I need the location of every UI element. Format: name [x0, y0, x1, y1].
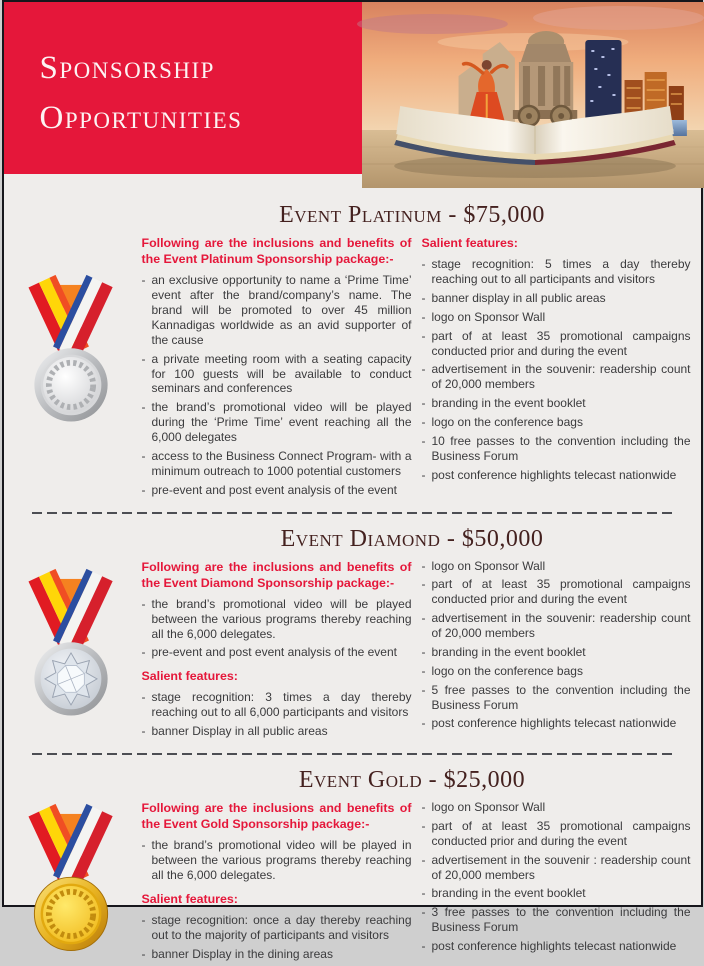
- bullet-item: - access to the Business Connect Program- with a minimum outreach to 1000 potential customers: [142, 449, 412, 479]
- inclusions-heading: Following are the inclusions and benefits of the Event Platinum Sponsorship package:-: [142, 235, 412, 267]
- bullet-item: - a private meeting room with a seating capacity for 100 guests will be available to conduct seminars and conferences: [142, 352, 412, 397]
- section-event-platinum: [16, 202, 691, 502]
- bullet-item: - part of at least 35 promotional campaigns conducted prior and during the event: [422, 819, 691, 849]
- page-title: [4, 2, 362, 143]
- gold-inclusions-column: [142, 800, 412, 966]
- salient-features-heading: Salient features:: [142, 891, 412, 907]
- inclusions-heading: Following are the inclusions and benefits of the Event Gold Sponsorship package:-: [142, 800, 412, 832]
- bullet-item: - post conference highlights telecast nationwide: [422, 716, 691, 731]
- bullet-item: - an exclusive opportunity to name a ‘Prime Time’ event after the brand/company’s name. The brand will be promoted to over 45 million Kannadigas worldwide as an avid supporter of the cause: [142, 273, 412, 347]
- diamond-features-column: [422, 559, 691, 744]
- bullet-item: - banner display in all public areas: [422, 291, 691, 306]
- section-title-gold: Event Gold - $25,000: [134, 767, 691, 794]
- section-title-platinum: Event Platinum - $75,000: [134, 202, 691, 229]
- bullet-item: - the brand’s promotional video will be played during the ‘Prime Time’ event reaching all the 6,000 delegates: [142, 400, 412, 445]
- bullet-item: - banner Display in all public areas: [142, 724, 412, 739]
- features-list: [422, 800, 691, 954]
- inclusions-list: [142, 273, 412, 497]
- bullet-item: - part of at least 35 promotional campaigns conducted prior and during the event: [422, 577, 691, 607]
- bullet-item: - logo on Sponsor Wall: [422, 559, 691, 574]
- silver-laurel-medal-icon: [16, 277, 132, 502]
- bullet-item: - stage recognition: 5 times a day thereby reaching out to all participants and visitors: [422, 257, 691, 287]
- page: [2, 0, 703, 907]
- diamond-medal-icon: [16, 571, 132, 744]
- bullet-item: - pre-event and post event analysis of the event: [142, 483, 412, 498]
- bullet-item: - the brand’s promotional video will be played in between the various programs thereby reaching all the 6,000 delegates.: [142, 838, 412, 883]
- gold-features-column: [422, 800, 691, 966]
- section-title-diamond: Event Diamond - $50,000: [134, 526, 691, 553]
- bullet-item: - branding in the event booklet: [422, 645, 691, 660]
- bullet-item: - stage recognition: once a day thereby reaching out to the majority of participants and visitors: [142, 913, 412, 943]
- section-event-diamond: [16, 526, 691, 744]
- features-list-left: [142, 913, 412, 962]
- bullet-item: - 10 free passes to the convention including the Business Forum: [422, 434, 691, 464]
- inclusions-list: [142, 838, 412, 883]
- bullet-item: - post conference highlights telecast nationwide: [422, 468, 691, 483]
- bullet-item: - advertisement in the souvenir : readership count of 20,000 members: [422, 853, 691, 883]
- bullet-item: - stage recognition: 3 times a day thereby reaching out to all 6,000 participants and visitors: [142, 690, 412, 720]
- bullet-item: - pre-event and post event analysis of the event: [142, 645, 412, 660]
- title-banner: [4, 2, 362, 174]
- salient-features-heading: Salient features:: [422, 235, 691, 251]
- features-list-left: [142, 690, 412, 739]
- open-book-collage-icon: [362, 2, 704, 188]
- inclusions-list: [142, 597, 412, 661]
- content: [4, 188, 701, 966]
- bullet-item: - 3 free passes to the convention including the Business Forum: [422, 905, 691, 935]
- bullet-item: - post conference highlights telecast nationwide: [422, 939, 691, 954]
- dashed-divider: [32, 753, 677, 755]
- bullet-item: - advertisement in the souvenir: readership count of 20,000 members: [422, 362, 691, 392]
- open-book-collage-image: [362, 2, 704, 188]
- features-list: [422, 559, 691, 732]
- bullet-item: - advertisement in the souvenir: readership count of 20,000 members: [422, 611, 691, 641]
- bullet-item: - the brand’s promotional video will be played between the various programs thereby reaching all the 6,000 delegates.: [142, 597, 412, 642]
- bullet-item: - logo on the conference bags: [422, 664, 691, 679]
- features-list: [422, 257, 691, 482]
- gold-laurel-medal-icon: [16, 806, 132, 966]
- salient-features-heading: Salient features:: [142, 668, 412, 684]
- inclusions-heading: Following are the inclusions and benefits of the Event Diamond Sponsorship package:-: [142, 559, 412, 591]
- diamond-inclusions-column: [142, 559, 412, 744]
- bullet-item: - branding in the event booklet: [422, 886, 691, 901]
- bullet-item: - logo on Sponsor Wall: [422, 310, 691, 325]
- section-event-gold: [16, 767, 691, 966]
- bullet-item: - logo on Sponsor Wall: [422, 800, 691, 815]
- bullet-item: - branding in the event booklet: [422, 396, 691, 411]
- dashed-divider: [32, 512, 677, 514]
- bullet-item: - banner Display in the dining areas: [142, 947, 412, 962]
- platinum-features-column: [422, 235, 691, 502]
- hero-header: [4, 2, 701, 188]
- page-title-line1: Sponsorship: [40, 50, 215, 86]
- bullet-item: - logo on the conference bags: [422, 415, 691, 430]
- page-title-line2: Opportunities: [40, 100, 243, 136]
- bullet-item: - part of at least 35 promotional campaigns conducted prior and during the event: [422, 329, 691, 359]
- platinum-inclusions-column: [142, 235, 412, 502]
- bullet-item: - 5 free passes to the convention including the Business Forum: [422, 683, 691, 713]
